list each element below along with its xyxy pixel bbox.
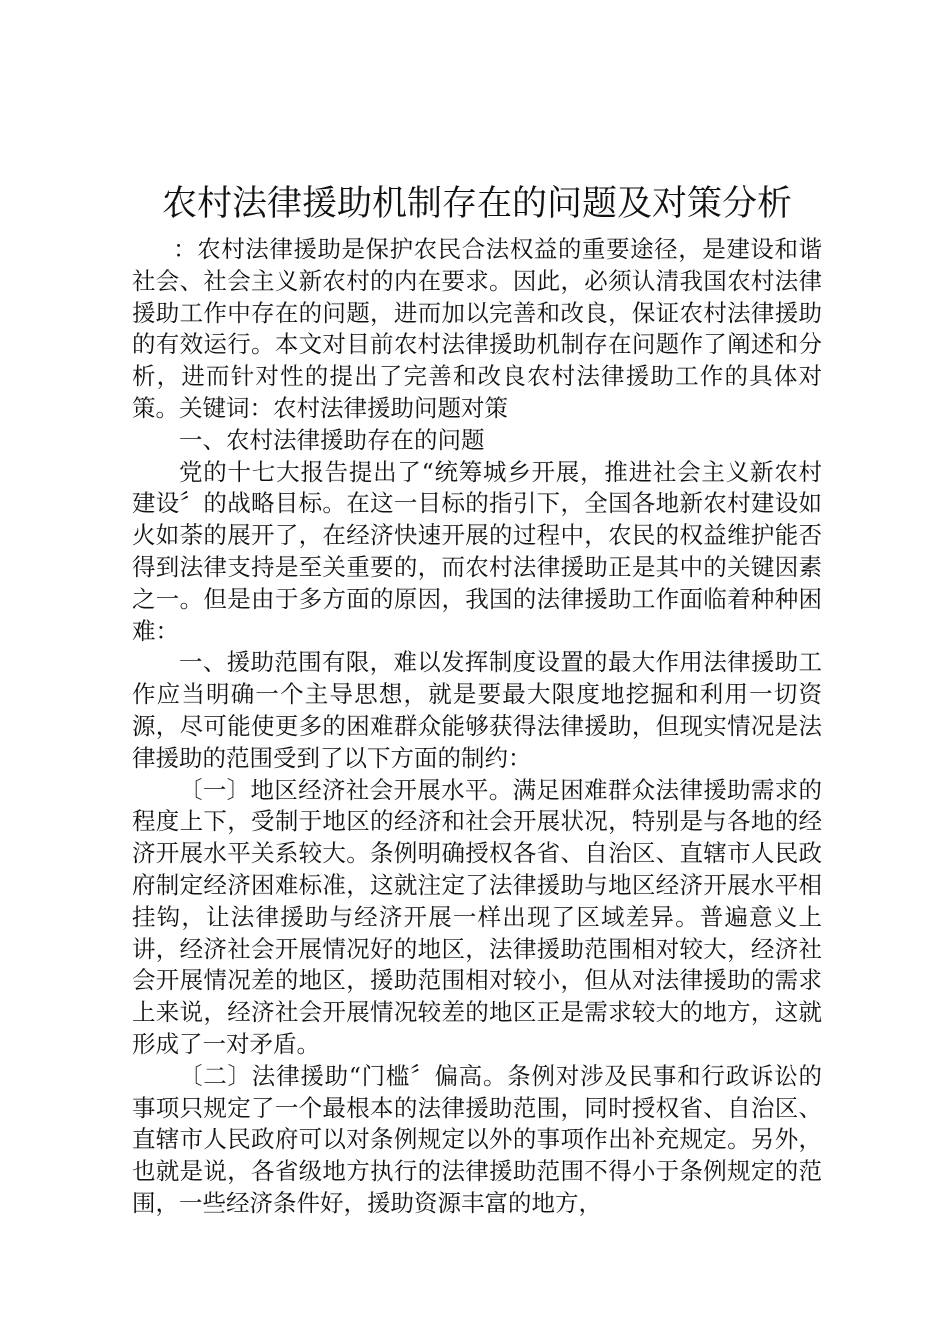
section-heading-1: 一、农村法律援助存在的问题 [179,425,485,454]
body-paragraph: 〔一〕地区经济社会开展水平。满足困难群众法律援助需求的程度上下，受制于地区的经济和社会开展状况，特别是与各地的经济开展水平关系较大。条例明确授权各省、自治区、直辖市人民政府制定经济困难标准，这就注定了法律援助与地区经济开展水平相挂钩，让法律援助与经济开展一样出现了区域差异。普遍意义上讲，经济社会开展情况好的地区，法律援助范围相对较大，经济社会开展情况差的地区，援助范围相对较小，但从对法律援助的需求上来说，经济社会开展情况较差的地区正是需求较大的地方，这就形成了一对矛盾。 [132,775,822,1058]
document-title: 农村法律援助机制存在的问题及对策分析 [161,184,792,224]
body-paragraph: 党的十七大报告提出了“统筹城乡开展，推进社会主义新农村建设〞的战略目标。在这一目标的指引下，全国各地新农村建设如火如荼的展开了，在经济快速开展的过程中，农民的权益维护能否得到法律支持是至关重要的，而农村法律援助正是其中的关键因素之一。但是由于多方面的原因，我国的法律援助工作面临着种种困难： [132,457,822,645]
body-paragraph: 〔二〕法律援助“门槛〞偏高。条例对涉及民事和行政诉讼的事项只规定了一个最根本的法律援助范围，同时授权省、自治区、直辖市人民政府可以对条例规定以外的事项作出补充规定。另外，也就是说，各省级地方执行的法律援助范围不得小于条例规定的范围，一些经济条件好，援助资源丰富的地方， [132,1061,822,1217]
document-page [132,178,822,1220]
abstract-paragraph: ：农村法律援助是保护农民合法权益的重要途径，是建设和谐社会、社会主义新农村的内在要求。因此，必须认清我国农村法律援助工作中存在的问题，进而加以完善和改良，保证农村法律援助的有效运行。本文对目前农村法律援助机制存在问题作了阐述和分析，进而针对性的提出了完善和改良农村法律援助工作的具体对策。关键词：农村法律援助问题对策 [132,235,822,422]
body-paragraph: 一、援助范围有限，难以发挥制度设置的最大作用法律援助工作应当明确一个主导思想，就是要最大限度地挖掘和利用一切资源，尽可能使更多的困难群众能够获得法律援助，但现实情况是法律援助的范围受到了以下方面的制约： [132,648,822,772]
